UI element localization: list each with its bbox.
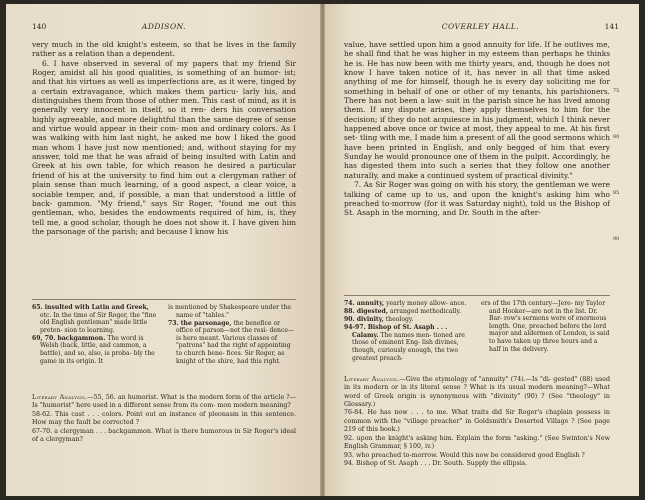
paragraph: 6. I have observed in several of my papers that my friend Sir Roger, amidst all his good qualities, is something of an humor- ist; and that his virtues as well as imperfections are, as it were, tinged by a certain extravagance, which makes them particu- larly his, and distinguishes them from those of other men. This cast of mind, as it is generally very innocent in itself, so it ren- ders his conversation highly agreeable, and more delightful than the same degree of sense and virtue would appear in their com- mon and ordinary colors. As I was walking with him last night, he asked me how I liked the good man whom I have just now mentioned; and, without staying for my answer, told me that he was afraid of being insulted with Latin and Greek at his own table, for which reason he desired a particular friend of his at the university to find him out a clergyman rather of plain sense than much learning, of a good aspect, a clear voice, a sociable temper, and, if possible, a man that understood a little of back- gammon. "My friend," says Sir Roger, "found me out this gentleman, who, besides the endowments required of him, is, they tell me, a good scholar, though he does not show it. I have given him the parsonage of the parish; and because I know his bbox=[32, 58, 296, 236]
paragraph: very much in the old knight's esteem, so that he lives in the family rather as a relation than a dependent. bbox=[32, 40, 296, 59]
right-page bbox=[322, 4, 639, 496]
line-number: 80 bbox=[613, 134, 620, 140]
footnote: 73. the parsonage, the benefice or office of parson—not the resi- dence—is here meant. Various classes of "patrons" had the right of appointing to church bene- fices. Sir Roger, as knight of the shire, had this right. bbox=[168, 319, 295, 365]
literary-analysis-left bbox=[32, 394, 296, 445]
footnote-column bbox=[32, 304, 160, 366]
analysis-item: 93. who preached to-morrow. Would this now be considered good English ? bbox=[344, 451, 585, 459]
page-number-right: 141 bbox=[604, 22, 619, 31]
line-number: 90 bbox=[613, 236, 620, 242]
analysis-item: Literary Analysis.—Give the etymology of "annuity" (74).—Is "di- gested" (88) used in its modern or in its literal sense ? What is its usual modern meaning?—What word of Greek origin is synonymous with "divinity" (90) ? (See "theology" in Glossary.) bbox=[344, 376, 610, 408]
footnote-column bbox=[168, 304, 296, 366]
divider bbox=[32, 299, 296, 300]
footnote: 90. divinity, theology. bbox=[344, 316, 414, 324]
analysis-item: 94. Bishop of St. Asaph . . . Dr. South. Supply the ellipsis. bbox=[344, 460, 528, 468]
book-gutter bbox=[320, 4, 325, 496]
right-body bbox=[344, 40, 610, 218]
paragraph: value, have settled upon him a good annuity for life. If he outlives me, he shall find that he was higher in my esteem than perhaps he thinks he is. He has now been with me thirty years, and, though he does not know I have taken notice of it, has never in all that time asked anything of me for himself, though he is every day soliciting me for something in behalf of one or other of my tenants, his parishioners. There has not been a law- suit in the parish since he has lived among them. If any dispute arises, they apply themselves to him for the decision; if they do not acquiesce in his judgment, which I think never happened above once or twice at most, they appeal to me. At his first set- tling with me, I made him a present of all the good sermons which have been printed in English, and only begged of him that every Sunday he would pronounce one of them in the pulpit. Accordingly, he has digested them into such a series that they follow one another naturally, and make a continued system of practical divinity." bbox=[344, 40, 610, 180]
footnote: is mentioned by Shakespeare under the name of "tables." bbox=[168, 304, 291, 319]
analysis-item: 76-84. He has now . . . to me. What traits did Sir Roger's chaplain possess in common with the "village preacher" in Goldsmith's Deserted Village ? (See page 219 of this book.) bbox=[344, 409, 610, 434]
analysis-item: 58-62. This cast . . . colors. Point out an instance of pleonasm in this sentence. How may the fault be corrected ? bbox=[32, 410, 296, 427]
footnotes-right bbox=[344, 300, 610, 363]
analysis-item: 67-70. a clergyman . . . backgammon. What is there humorous in Sir Roger's ideal of a clergyman? bbox=[32, 427, 296, 444]
page-number-left: 140 bbox=[32, 22, 47, 31]
footnote: 88. digested, arranged methodically. bbox=[344, 308, 462, 316]
line-number: 75 bbox=[613, 88, 620, 94]
footnote: 94-97. Bishop of St. Asaph . . . Calamy. The names men- tioned are those of eminent Eng- lish divines, though, curiously enough, the two greatest preach- bbox=[344, 324, 465, 362]
paragraph: 7. As Sir Roger was going on with his story, the gentleman we were talking of came up to us, and upon the knight's asking him who preached to-morrow (for it was Saturday night), told us the Bishop of St. Asaph in the morning, and Dr. South in the after- bbox=[344, 180, 610, 218]
literary-analysis-right bbox=[344, 376, 610, 469]
footnote: 74. annuity, yearly money allow- ance. bbox=[344, 300, 467, 307]
left-body bbox=[32, 40, 296, 236]
analysis-item: Literary Analysis.—55, 56. an humorist. What is the modern form of the article ?—Is "humorist" here used in a different sense from its com- mon modern meaning? bbox=[32, 394, 296, 410]
footnote: ers of the 17th century—Jere- my Taylor and Hooker—are not in the list. Dr. Bar- row's sermons were of enormous length. One, preached before the lord mayor and aldermen of London, is said to have taken up three hours and a half in the delivery. bbox=[481, 300, 610, 353]
divider bbox=[344, 295, 610, 296]
running-head-left: ADDISON. bbox=[141, 22, 187, 31]
book-spread bbox=[6, 4, 639, 496]
footnotes-left bbox=[32, 304, 296, 366]
footnote-column bbox=[344, 300, 473, 363]
footnote: 65. insulted with Latin and Greek, etc. In the time of Sir Roger, the "fine old English gentleman" made little preten- sion to learning. bbox=[32, 304, 157, 334]
analysis-item: 92. upon the knight's asking him. Explain the form "asking." (See Swinton's New English Grammar, § 100, iv.) bbox=[344, 434, 610, 450]
left-page bbox=[6, 4, 322, 496]
running-head-right: COVERLEY HALL. bbox=[441, 22, 520, 31]
footnote: 69, 70. backgammon. The word is Welsh (back, little, and cammon, a battle), and so, also, is proba- bly the game in its origin. It bbox=[32, 334, 155, 365]
line-number: 85 bbox=[613, 190, 620, 196]
footnote-column bbox=[481, 300, 610, 363]
